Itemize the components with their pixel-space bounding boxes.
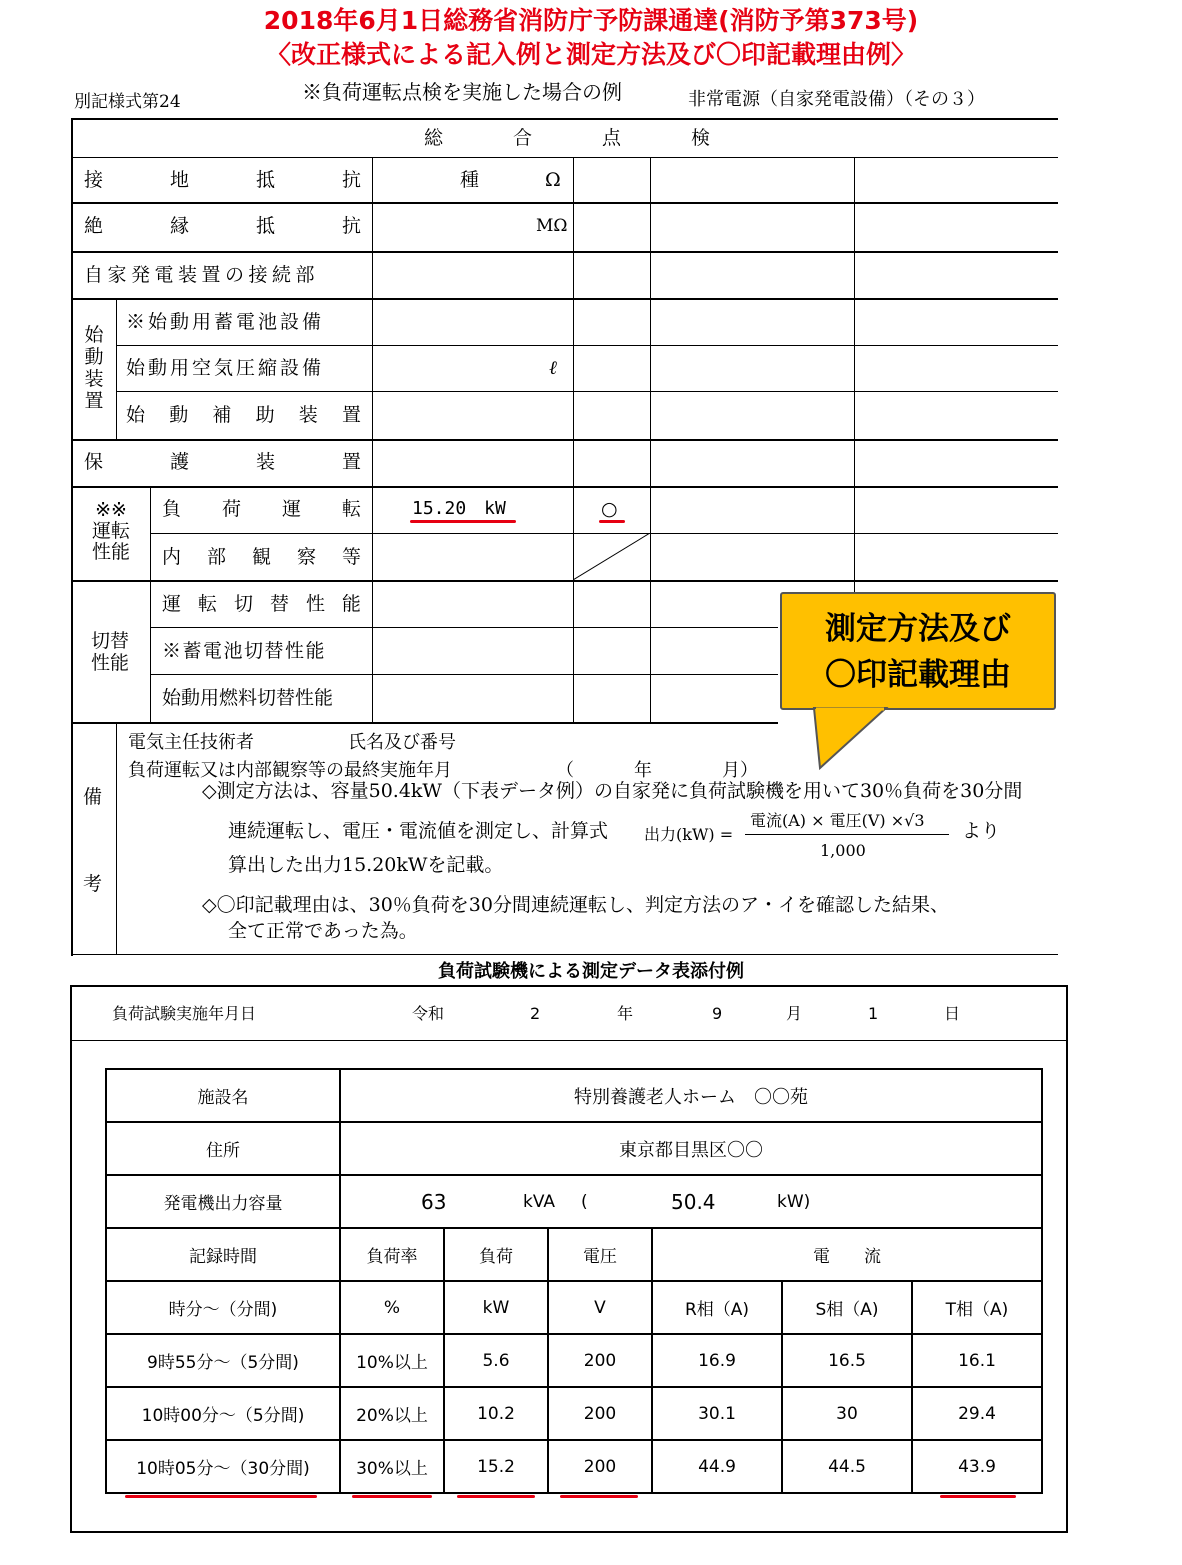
unit-voltage: V xyxy=(548,1281,652,1334)
diagonal-slash xyxy=(573,533,651,581)
address-row xyxy=(106,1122,1042,1175)
starting-air-label: 始動用空気圧縮設備 xyxy=(126,357,325,379)
method-note-2: 連続運転し、電圧・電流値を測定し、計算式 xyxy=(228,820,609,842)
col-voltage-header: 電圧 xyxy=(548,1228,652,1281)
unit-time: 時分～（分間) xyxy=(106,1281,340,1334)
callout-line-2: 〇印記載理由 xyxy=(825,657,1011,693)
section-title: 総 合 点 検 xyxy=(424,127,710,149)
col-time-header: 記録時間 xyxy=(106,1228,340,1281)
insulation-unit: MΩ xyxy=(536,216,568,236)
switch-group-label: 切替 性能 xyxy=(90,630,129,674)
test-data-table xyxy=(105,1068,1043,1494)
test-date-era: 令和 xyxy=(412,1004,445,1023)
unit-rate: % xyxy=(340,1281,444,1334)
cell-t: 16.1 xyxy=(912,1334,1042,1387)
cell-load: 10.2 xyxy=(444,1387,548,1440)
form-category: 非常電源（自家発電設備）（その３） xyxy=(688,89,985,110)
units-row xyxy=(106,1281,1042,1334)
name-number-label: 氏名及び番号 xyxy=(348,732,456,753)
unit-r: R相（A) xyxy=(652,1281,782,1334)
insulation-resistance-label: 絶 縁 抵 抗 xyxy=(84,215,361,237)
operation-group-label: ※※ 運転 性能 xyxy=(91,499,130,563)
test-data-title: 負荷試験機による測定データ表添付例 xyxy=(438,961,744,982)
test-date-label: 負荷試験実施年月日 xyxy=(112,1004,257,1023)
date-row-divider xyxy=(70,1040,1068,1041)
test-date-day: 1 xyxy=(868,1004,879,1023)
internal-inspection-label: 内 部 観 察 等 xyxy=(162,546,361,568)
cell-time: 10時00分～（5分間) xyxy=(106,1387,340,1440)
col-current-header: 電 流 xyxy=(652,1228,1042,1281)
switch-battery-label: ※蓄電池切替性能 xyxy=(162,640,327,662)
callout-pointer xyxy=(810,706,890,772)
form-number: 別記様式第24 xyxy=(74,92,181,112)
form-subtitle: ※負荷運転点検を実施した場合の例 xyxy=(302,80,622,104)
formula-after: より xyxy=(962,820,1001,842)
unit-s: S相（A) xyxy=(782,1281,912,1334)
cell-load: 5.6 xyxy=(444,1334,548,1387)
grounding-ohm-unit: Ω xyxy=(545,169,561,191)
cell-r: 44.9 xyxy=(652,1440,782,1493)
header-row xyxy=(106,1228,1042,1281)
load-operation-value: 15.20 kW xyxy=(412,498,506,519)
cell-voltage: 200 xyxy=(548,1440,652,1493)
formula-bar xyxy=(745,834,949,835)
last-date-month: 月） xyxy=(722,760,758,781)
facility-label: 施設名 xyxy=(106,1069,340,1122)
header-line-1: 2018年6月1日総務省消防庁予防課通達(消防予第373号) xyxy=(263,6,919,35)
connection-label: 自家発電装置の接続部 xyxy=(84,264,320,286)
capacity-label: 発電機出力容量 xyxy=(106,1175,340,1228)
header-line-2: 〈改正様式による記入例と測定方法及び〇印記載理由例〉 xyxy=(265,40,916,69)
reason-note-1: ◇〇印記載理由は、30％負荷を30分間連続運転し、判定方法のア・イを確認した結果、 xyxy=(202,894,949,916)
cell-load: 15.2 xyxy=(444,1440,548,1493)
method-note-3: 算出した出力15.20kWを記載。 xyxy=(228,854,504,876)
cell-rate: 10%以上 xyxy=(340,1334,444,1387)
judgement-underline xyxy=(599,520,625,523)
formula-numerator: 電流(A) × 電圧(V) ×√3 xyxy=(750,811,925,830)
load-value-underline xyxy=(410,520,516,523)
capacity-value: 63 kVA ( 50.4 kW) xyxy=(340,1175,1042,1228)
last-date-year: 年 xyxy=(634,760,652,781)
reason-note-2: 全て正常であった為。 xyxy=(228,920,418,942)
cell-rate: 30%以上 xyxy=(340,1440,444,1493)
test-date-month-unit: 月 xyxy=(786,1004,803,1023)
address-label: 住所 xyxy=(106,1122,340,1175)
callout-line-1: 測定方法及び xyxy=(825,611,1011,647)
facility-value: 特別養護老人ホーム 〇〇苑 xyxy=(340,1069,1042,1122)
cell-s: 44.5 xyxy=(782,1440,912,1493)
facility-row xyxy=(106,1069,1042,1122)
t-phase-underline xyxy=(940,1495,1016,1498)
starting-battery-label: ※始動用蓄電池設備 xyxy=(126,311,325,333)
rate-underline xyxy=(352,1495,432,1498)
voltage-underline xyxy=(560,1495,638,1498)
cell-r: 30.1 xyxy=(652,1387,782,1440)
load-operation-judgement: ○ xyxy=(601,498,618,520)
cell-s: 30 xyxy=(782,1387,912,1440)
time-underline xyxy=(125,1495,317,1498)
unit-load: kW xyxy=(444,1281,548,1334)
switch-operation-label: 運 転 切 替 性 能 xyxy=(162,593,361,615)
test-date-year: 2 xyxy=(530,1004,541,1023)
cell-voltage: 200 xyxy=(548,1387,652,1440)
unit-t: T相（A) xyxy=(912,1281,1042,1334)
col-load-header: 負荷 xyxy=(444,1228,548,1281)
grounding-type-unit: 種 xyxy=(460,169,480,191)
cell-r: 16.9 xyxy=(652,1334,782,1387)
cell-t: 43.9 xyxy=(912,1440,1042,1493)
col-rate-header: 負荷率 xyxy=(340,1228,444,1281)
cell-rate: 20%以上 xyxy=(340,1387,444,1440)
formula-left: 出力(kW) = xyxy=(644,825,734,844)
last-date-label: 負荷運転又は内部観察等の最終実施年月 xyxy=(128,760,452,781)
grounding-resistance-label: 接 地 抵 抗 xyxy=(84,169,361,191)
switch-fuel-label: 始動用燃料切替性能 xyxy=(162,687,334,709)
load-underline xyxy=(457,1495,535,1498)
load-operation-label: 負 荷 運 転 xyxy=(162,498,361,520)
engineer-label: 電気主任技術者 xyxy=(128,732,254,753)
starting-device-group-label: 始 動 装 置 xyxy=(84,324,104,412)
protection-label: 保 護 装 置 xyxy=(84,451,361,473)
remarks-label-top: 備 xyxy=(83,786,103,808)
test-date-day-unit: 日 xyxy=(944,1004,961,1023)
cell-time: 9時55分～（5分間) xyxy=(106,1334,340,1387)
last-date-paren: （ xyxy=(556,760,574,781)
callout-box xyxy=(780,592,1056,710)
cell-voltage: 200 xyxy=(548,1334,652,1387)
starting-air-unit: ℓ xyxy=(549,357,557,379)
starting-aux-label: 始 動 補 助 装 置 xyxy=(126,404,361,426)
formula-denominator: 1,000 xyxy=(820,841,866,860)
cell-time: 10時05分～（30分間) xyxy=(106,1440,340,1493)
data-row xyxy=(106,1440,1042,1493)
data-row xyxy=(106,1387,1042,1440)
method-note-1: ◇測定方法は、容量50.4kW（下表データ例）の自家発に負荷試験機を用いて30％負荷を30分間 xyxy=(202,780,1023,802)
remarks-label-bottom: 考 xyxy=(83,873,103,895)
capacity-row xyxy=(106,1175,1042,1228)
test-date-month: 9 xyxy=(712,1004,723,1023)
test-date-year-unit: 年 xyxy=(617,1004,634,1023)
data-row xyxy=(106,1334,1042,1387)
address-value: 東京都目黒区〇〇 xyxy=(340,1122,1042,1175)
cell-s: 16.5 xyxy=(782,1334,912,1387)
cell-t: 29.4 xyxy=(912,1387,1042,1440)
